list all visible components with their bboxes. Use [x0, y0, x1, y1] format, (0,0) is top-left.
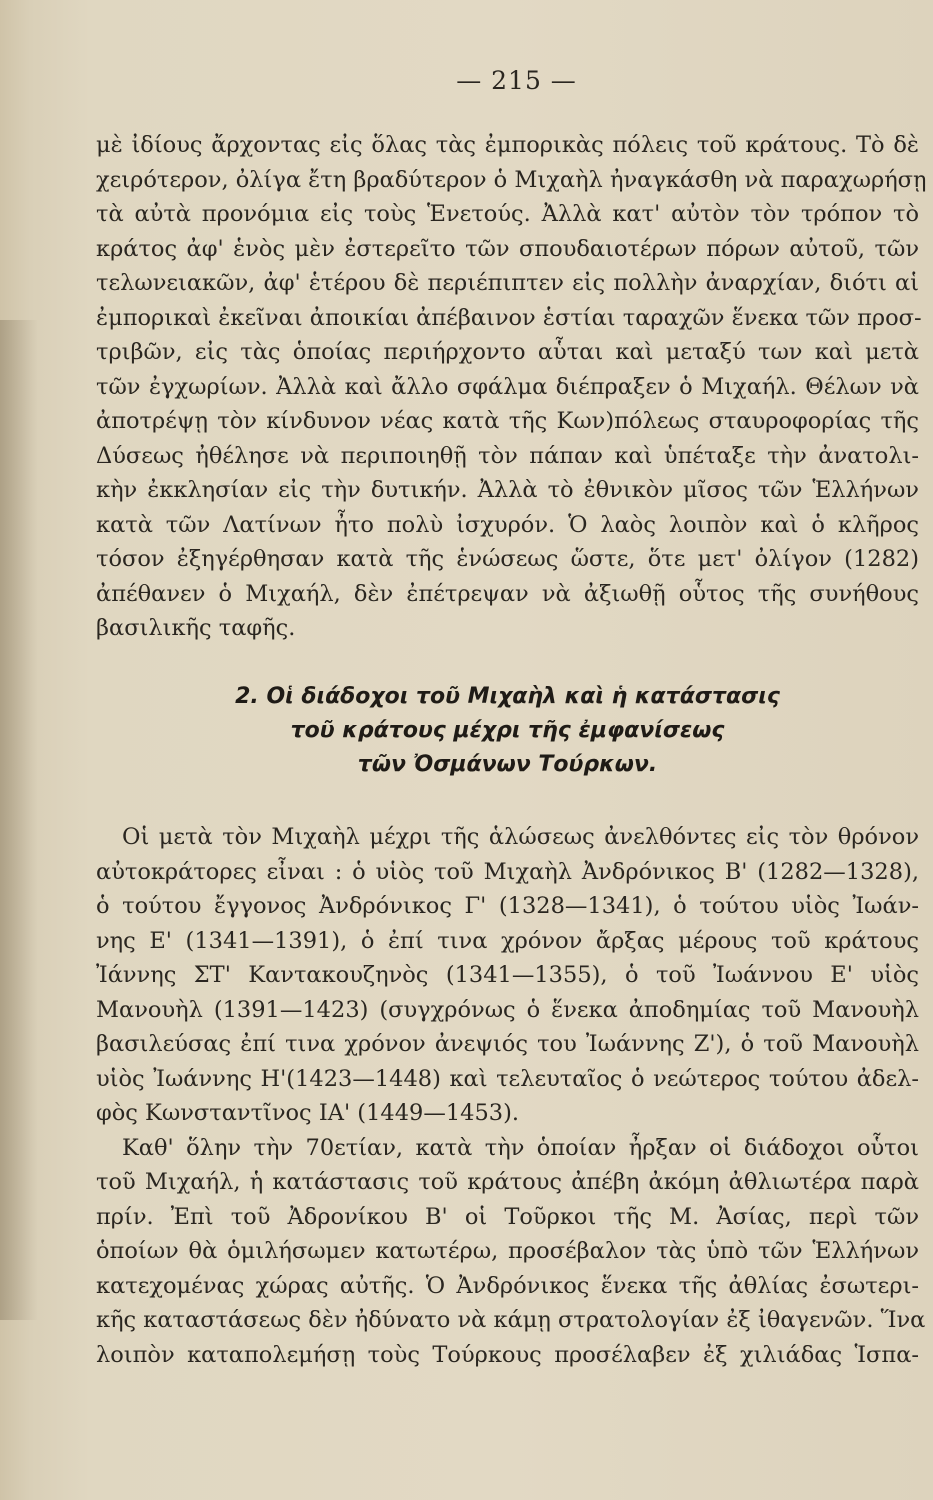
- heading-line: 2. Οἱ διάδοχοι τοῦ Μιχαὴλ καὶ ἡ κατάστασις: [235, 684, 780, 709]
- text-line: αὐτοκράτορες εἶναι : ὁ υἱὸς τοῦ Μιχαὴλ Ἀνδρόνικος Β' (1282—1328),: [96, 858, 919, 885]
- text-line: Καθ' ὅλην τὴν 70ετίαν, κατὰ τὴν ὁποίαν ἦρξαν οἱ διάδοχοι οὗτοι: [122, 1134, 919, 1161]
- text-line: κατὰ τῶν Λατίνων ἦτο πολὺ ἰσχυρόν. Ὁ λαὸς λοιπὸν καὶ ὁ κλῆρος: [96, 511, 919, 538]
- text-line: ἐμπορικαὶ ἐκεῖναι ἀποικίαι ἀπέβαινον ἑστίαι ταραχῶν ἕνεκα τῶν προσ-: [96, 304, 922, 331]
- text-line: χειρότερον, ὀλίγα ἔτη βραδύτερον ὁ Μιχαὴλ ἠναγκάσθη νὰ παραχωρήσῃ: [96, 166, 927, 193]
- text-line: πρίν. Ἐπὶ τοῦ Ἀδρονίκου Β' οἱ Τοῦρκοι τῆς Μ. Ἀσίας, περὶ τῶν: [96, 1203, 919, 1230]
- text-line: τόσον ἐξηγέρθησαν κατὰ τῆς ἑνώσεως ὥστε, ὅτε μετ' ὀλίγον (1282): [96, 546, 919, 572]
- text-line: κατεχομένας χώρας αὐτῆς. Ὁ Ἀνδρόνικος ἕνεκα τῆς ἀθλίας ἐσωτερι-: [96, 1272, 919, 1299]
- page-gutter-shadow: [0, 320, 38, 1320]
- text-line: ὁποίων θὰ ὁμιλήσωμεν κατωτέρω, προσέβαλον τὰς ὑπὸ τῶν Ἑλλήνων: [96, 1238, 919, 1264]
- text-line: τὰ αὐτὰ προνόμια εἰς τοὺς Ἑνετούς. Ἀλλὰ κατ' αὐτὸν τὸν τρόπον τὸ: [96, 201, 919, 227]
- text-line: κῆς καταστάσεως δὲν ἠδύνατο νὰ κάμῃ στρατολογίαν ἐξ ἰθαγενῶν. Ἵνα: [96, 1307, 926, 1333]
- text-line: φὸς Κωνσταντῖνος ΙΑ' (1449—1453).: [96, 1100, 520, 1126]
- text-line: Οἱ μετὰ τὸν Μιχαὴλ μέχρι τῆς ἁλώσεως ἀνελθόντες εἰς τὸν θρόνον: [122, 824, 919, 850]
- paragraph-michael-policy: [96, 128, 927, 646]
- text-line: ἀπέθανεν ὁ Μιχαήλ, δὲν ἐπέτρεψαν νὰ ἀξιωθῇ οὗτος τῆς συνήθους: [96, 580, 919, 607]
- text-line: τριβῶν, εἰς τὰς ὁποίας περιήρχοντο αὗται καὶ μεταξύ των καὶ μετὰ: [96, 339, 919, 365]
- text-line: κὴν ἐκκλησίαν εἰς τὴν δυτικήν. Ἀλλὰ τὸ ἐθνικὸν μῖσος τῶν Ἑλλήνων: [96, 477, 919, 503]
- section-heading: [96, 680, 919, 782]
- paragraph-successors: [96, 820, 926, 1372]
- text-line: υἱὸς Ἰωάννης Η'(1423—1448) καὶ τελευταῖος ὁ νεώτερος τούτου ἀδελ-: [96, 1065, 919, 1092]
- text-line: ἀποτρέψῃ τὸν κίνδυνον νέας κατὰ τῆς Κων)πόλεως σταυροφορίας τῆς: [96, 408, 919, 434]
- page-number: — 215 —: [456, 66, 577, 95]
- text-line: τῶν ἐγχωρίων. Ἀλλὰ καὶ ἄλλο σφάλμα διέπραξεν ὁ Μιχαήλ. Θέλων νὰ: [96, 373, 919, 400]
- heading-line: τῶν Ὀσμάνων Τούρκων.: [357, 752, 658, 777]
- text-line: Δύσεως ἠθέλησε νὰ περιποιηθῇ τὸν πάπαν καὶ ὑπέταξε τὴν ἀνατολι-: [96, 442, 919, 469]
- text-line: τοῦ Μιχαήλ, ἡ κατάστασις τοῦ κράτους ἀπέβη ἀκόμη ἀθλιωτέρα παρὰ: [96, 1169, 919, 1195]
- text-line: κράτος ἀφ' ἑνὸς μὲν ἐστερεῖτο τῶν σπουδαιοτέρων πόρων αὐτοῦ, τῶν: [96, 235, 919, 262]
- text-line: μὲ ἰδίους ἄρχοντας εἰς ὅλας τὰς ἐμπορικὰς πόλεις τοῦ κράτους. Τὸ δὲ: [96, 132, 919, 158]
- text-line: λοιπὸν καταπολεμήσῃ τοὺς Τούρκους προσέλαβεν ἐξ χιλιάδας Ἱσπα-: [96, 1341, 919, 1368]
- text-line: Ἰάννης ΣΤ' Καντακουζηνὸς (1341—1355), ὁ τοῦ Ἰωάννου Ε' υἱὸς: [96, 962, 919, 988]
- text-line: βασιλικῆς ταφῆς.: [96, 615, 296, 641]
- text-line: βασιλεύσας ἐπί τινα χρόνον ἀνεψιός του Ἰωάννης Ζ'), ὁ τοῦ Μανουὴλ: [96, 1031, 919, 1057]
- text-line: ὁ τούτου ἔγγονος Ἀνδρόνικος Γ' (1328—1341), ὁ τούτου υἱὸς Ἰωάν-: [96, 893, 919, 919]
- text-line: Μανουὴλ (1391—1423) (συγχρόνως ὁ ἕνεκα ἀποδημίας τοῦ Μανουὴλ: [96, 996, 919, 1023]
- text-line: νης Ε' (1341—1391), ὁ ἐπί τινα χρόνον ἄρξας μέρους τοῦ κράτους: [96, 927, 919, 954]
- heading-line: τοῦ κράτους μέχρι τῆς ἐμφανίσεως: [290, 718, 725, 743]
- text-line: τελωνειακῶν, ἀφ' ἑτέρου δὲ περιέπιπτεν εἰς πολλὴν ἀναρχίαν, διότι αἱ: [96, 270, 919, 296]
